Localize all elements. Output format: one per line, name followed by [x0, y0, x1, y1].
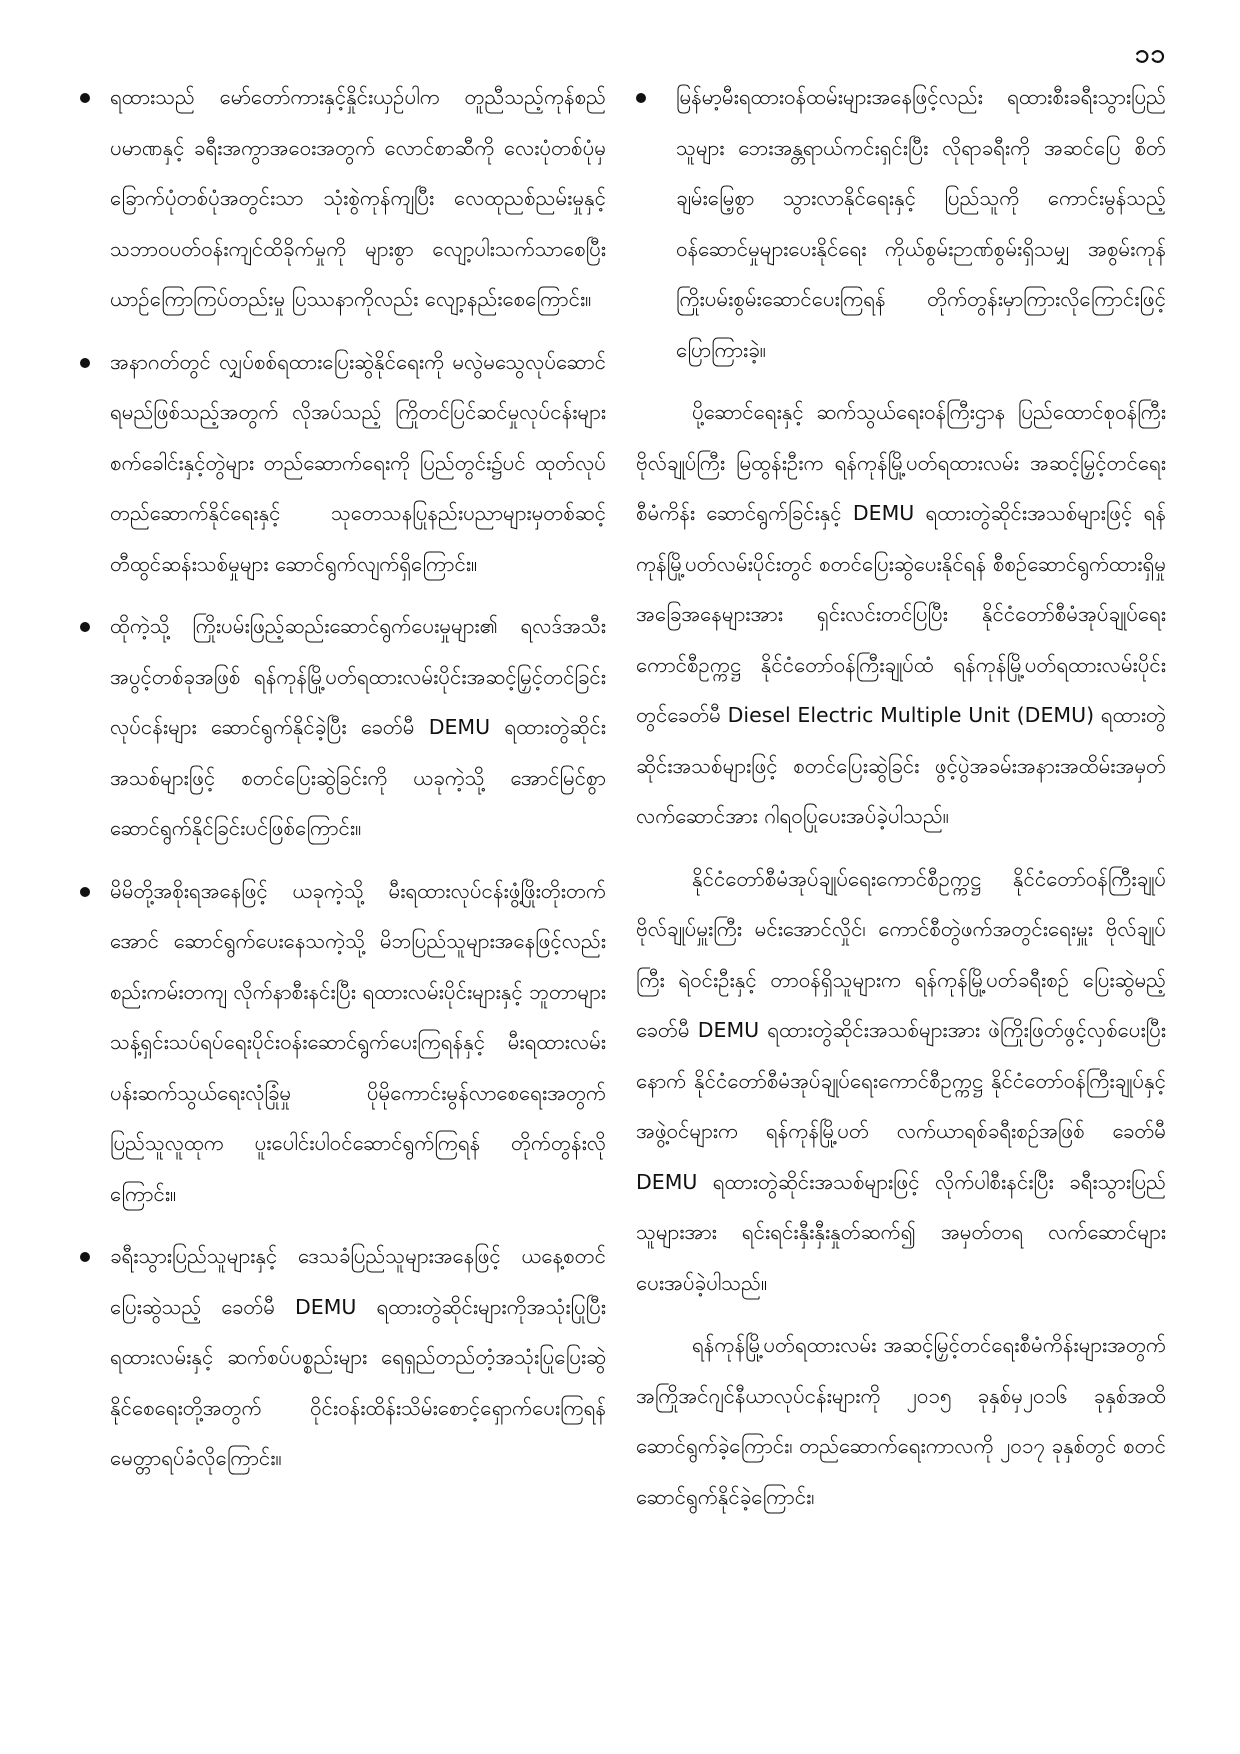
bullet-item	[76, 337, 606, 590]
bullet-dot-icon	[80, 622, 90, 632]
bullet-dot-icon	[80, 887, 90, 897]
bullet-item	[76, 72, 606, 325]
bullet-item	[76, 1231, 606, 1484]
bullet-dot-icon	[80, 358, 90, 368]
right-column	[636, 72, 1166, 1534]
bullet-text: ရထားသည် မော်တော်ကားနှင့်နှိုင်းယှဉ်ပါက တူညီသည့်ကုန်စည်ပမာဏနှင့် ခရီးအကွာအဝေးအတွက် လောင်စာဆီကို လေးပုံတစ်ပုံမှခြောက်ပုံတစ်ပုံအတွင်းသာ သုံးစွဲကုန်ကျပြီး လေထုညစ်ညမ်းမှုနှင့် သဘာဝပတ်ဝန်းကျင်ထိခိုက်မှုကို များစွာ လျော့ပါးသက်သာစေပြီး ယာဉ်ကြောကြပ်တည်းမှု ပြဿနာကိုလည်း လျော့နည်းစေကြောင်း။	[110, 85, 606, 311]
left-column	[76, 72, 606, 1496]
bullet-item	[76, 601, 606, 854]
bullet-dot-icon	[80, 1252, 90, 1262]
body-paragraph: နိုင်ငံတော်စီမံအုပ်ချုပ်ရေးကောင်စီဥက္ကဋ္ဌ နိုင်ငံတော်ဝန်ကြီးချုပ် ဗိုလ်ချုပ်မှူးကြီး မင်းအောင်လှိုင်၊ ကောင်စီတွဲဖက်အတွင်းရေးမှူး ဗိုလ်ချုပ်ကြီး ရဲဝင်းဦးနှင့် တာဝန်ရှိသူများက ရန်ကုန်မြို့ပတ်ခရီးစဉ် ပြေးဆွဲမည့် ခေတ်မီ DEMU ရထားတွဲဆိုင်းအသစ်များအား ဖဲကြိုးဖြတ်ဖွင့်လှစ်ပေးပြီးနောက် နိုင်ငံတော်စီမံအုပ်ချုပ်ရေးကောင်စီဥက္ကဋ္ဌ နိုင်ငံတော်ဝန်ကြီးချုပ်နှင့် အဖွဲ့ဝင်များက ရန်ကုန်မြို့ပတ် လက်ယာရစ်ခရီးစဉ်အဖြစ် ခေတ်မီ DEMU ရထားတွဲဆိုင်းအသစ်များဖြင့် လိုက်ပါစီးနင်းပြီး ခရီးသွားပြည်သူများအား ရင်းရင်းနှီးနှီးနှုတ်ဆက်၍ အမှတ်တရ လက်ဆောင်များ ပေးအပ်ခဲ့ပါသည်။	[636, 866, 1166, 1295]
bullet-text: မိမိတို့အစိုးရအနေဖြင့် ယခုကဲ့သို့ မီးရထားလုပ်ငန်းဖွံ့ဖြိုးတိုးတက်အောင် ဆောင်ရွက်ပေးနေသကဲ့သို့ မိဘပြည်သူများအနေဖြင့်လည်း စည်းကမ်းတကျ လိုက်နာစီးနင်းပြီး ရထားလမ်းပိုင်းများနှင့် ဘူတာများ သန့်ရှင်းသပ်ရပ်ရေးပိုင်းဝန်းဆောင်ရွက်ပေးကြရန်နှင့် မီးရထားလမ်းပန်းဆက်သွယ်ရေးလုံခြုံမှု ပိုမိုကောင်းမွန်လာစေရေးအတွက် ပြည်သူလူထုက ပူးပေါင်းပါဝင်ဆောင်ရွက်ကြရန် တိုက်တွန်းလိုကြောင်း။	[110, 878, 606, 1206]
bullet-dot-icon	[80, 93, 90, 103]
bullet-text: မြန်မာ့မီးရထားဝန်ထမ်းများအနေဖြင့်လည်း ရထားစီးခရီးသွားပြည်သူများ ဘေးအန္တရာယ်ကင်းရှင်းပြီး လိုရာခရီးကို အဆင်ပြေ စိတ်ချမ်းမြေ့စွာ သွားလာနိုင်ရေးနှင့် ပြည်သူကို ကောင်းမွန်သည့်ဝန်ဆောင်မှုများပေးနိုင်ရေး ကိုယ်စွမ်းဉာဏ်စွမ်းရှိသမျှ အစွမ်းကုန်ကြိုးပမ်းစွမ်းဆောင်ပေးကြရန် တိုက်တွန်းမှာကြားလိုကြောင်းဖြင့် ပြောကြားခဲ့။	[676, 85, 1166, 362]
body-paragraph: ရန်ကုန်မြို့ပတ်ရထားလမ်း အဆင့်မြှင့်တင်ရေးစီမံကိန်းများအတွက် အကြိုအင်ဂျင်နီယာလုပ်ငန်းများကို ၂၀၁၅ ခုနှစ်မှ၂၀၁၆ ခုနှစ်အထိ ဆောင်ရွက်ခဲ့ကြောင်း၊ တည်ဆောက်ရေးကာလကို ၂၀၁၇ ခုနှစ်တွင် စတင်ဆောင်ရွက်နိုင်ခဲ့ကြောင်း၊	[636, 1333, 1166, 1509]
left-bullet-list	[76, 72, 606, 1484]
bullet-text: ခရီးသွားပြည်သူများနှင့် ဒေသခံပြည်သူများအနေဖြင့် ယနေ့စတင်ပြေးဆွဲသည့် ခေတ်မီ DEMU ရထားတွဲဆိုင်းများကိုအသုံးပြုပြီး ရထားလမ်းနှင့် ဆက်စပ်ပစ္စည်းများ ရေရှည်တည်တံ့အသုံးပြုပြေးဆွဲနိုင်စေရေးတို့အတွက် ဝိုင်းဝန်းထိန်းသိမ်းစောင့်ရှောက်ပေးကြရန် မေတ္တာရပ်ခံလိုကြောင်း။	[110, 1244, 606, 1470]
bullet-text: ထိုကဲ့သို့ ကြိုးပမ်းဖြည့်ဆည်းဆောင်ရွက်ပေးမှုများ၏ ရလဒ်အသီးအပွင့်တစ်ခုအဖြစ် ရန်ကုန်မြို့ပတ်ရထားလမ်းပိုင်းအဆင့်မြှင့်တင်ခြင်းလုပ်ငန်းများ ဆောင်ရွက်နိုင်ခဲ့ပြီး ခေတ်မီ DEMU ရထားတွဲဆိုင်းအသစ်များဖြင့် စတင်ပြေးဆွဲခြင်းကို ယခုကဲ့သို့ အောင်မြင်စွာ ဆောင်ရွက်နိုင်ခြင်းပင်ဖြစ်ကြောင်း။	[110, 614, 606, 840]
right-bullet-list	[636, 72, 1166, 375]
page-number: ၁၁	[1134, 39, 1166, 69]
bullet-dot-icon	[636, 93, 646, 103]
body-paragraph: ပို့ဆောင်ရေးနှင့် ဆက်သွယ်ရေးဝန်ကြီးဌာန ပြည်ထောင်စုဝန်ကြီး ဗိုလ်ချုပ်ကြီး မြထွန်းဦးက ရန်ကုန်မြို့ပတ်ရထားလမ်း အဆင့်မြှင့်တင်ရေးစီမံကိန်း ဆောင်ရွက်ခြင်းနှင့် DEMU ရထားတွဲဆိုင်းအသစ်များဖြင့် ရန်ကုန်မြို့ပတ်လမ်းပိုင်းတွင် စတင်ပြေးဆွဲပေးနိုင်ရန် စီစဉ်ဆောင်ရွက်ထားရှိမှုအခြေအနေများအား ရှင်းလင်းတင်ပြပြီး နိုင်ငံတော်စီမံအုပ်ချုပ်ရေးကောင်စီဥက္ကဋ္ဌ နိုင်ငံတော်ဝန်ကြီးချုပ်ထံ ရန်ကုန်မြို့ပတ်ရထားလမ်းပိုင်းတွင်ခေတ်မီ Diesel Electric Multiple Unit (DEMU) ရထားတွဲဆိုင်းအသစ်များဖြင့် စတင်ပြေးဆွဲခြင်း ဖွင့်ပွဲအခမ်းအနားအထိမ်းအမှတ်လက်ဆောင်အား ဂါရဝပြုပေးအပ်ခဲ့ပါသည်။	[636, 400, 1166, 828]
bullet-item	[76, 866, 606, 1220]
bullet-text: အနာဂတ်တွင် လျှပ်စစ်ရထားပြေးဆွဲနိုင်ရေးကို မလွဲမသွေလုပ်ဆောင်ရမည်ဖြစ်သည့်အတွက် လိုအပ်သည့် ကြိုတင်ပြင်ဆင်မှုလုပ်ငန်းများ စက်ခေါင်းနှင့်တွဲများ တည်ဆောက်ရေးကို ပြည်တွင်း၌ပင် ထုတ်လုပ်တည်ဆောက်နိုင်ရေးနှင့် သုတေသနပြုနည်းပညာများမှတစ်ဆင့် တီထွင်ဆန်းသစ်မှုများ ဆောင်ရွက်လျက်ရှိကြောင်း။	[110, 349, 606, 576]
bullet-item	[636, 72, 1166, 375]
